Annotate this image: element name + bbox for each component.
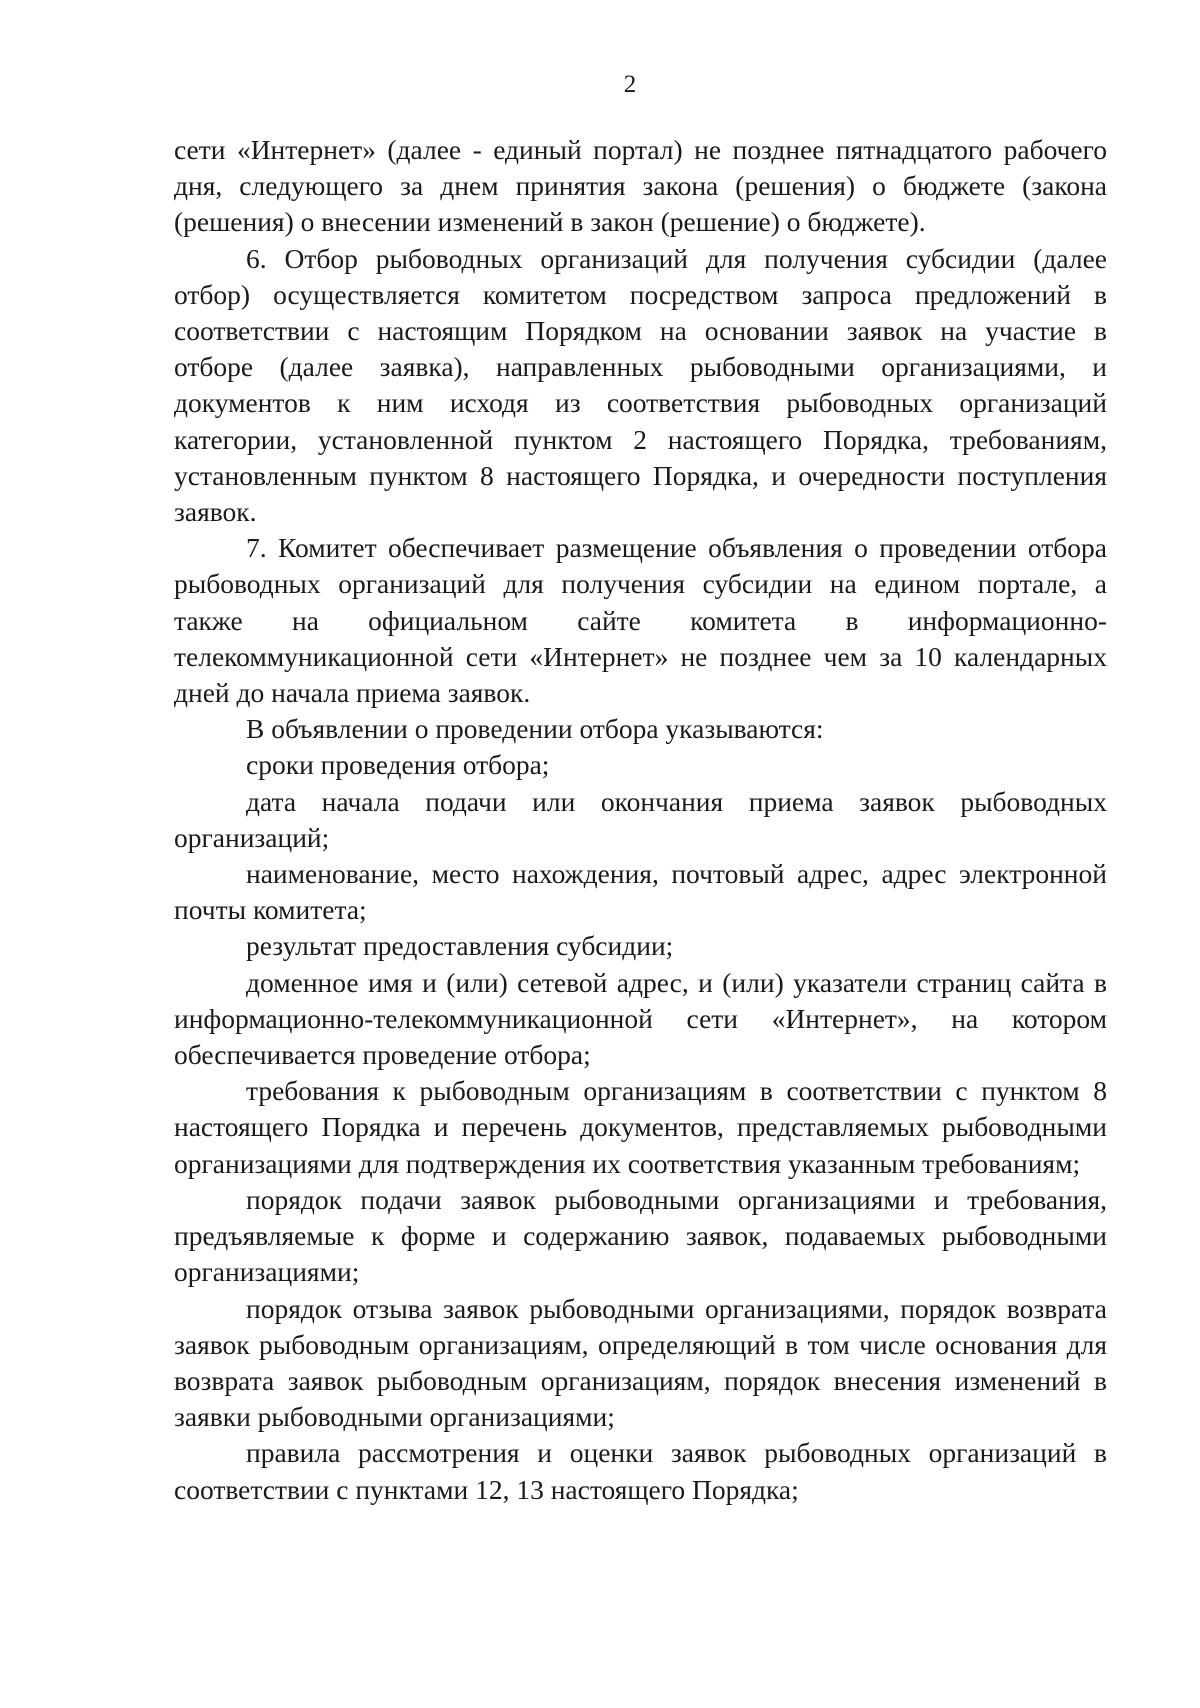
text-line: результат предоставления субсидии; <box>246 930 674 962</box>
text-line: 6. Отбор рыбоводных организаций для получения субсидии (далее <box>246 242 1107 274</box>
text-line: информационно-телекоммуникационной сети «Интернет», на котором <box>174 1002 1107 1034</box>
text-line: документов к ним исходя из соответствия рыбоводных организаций <box>174 387 1107 419</box>
text-line: порядок отзыва заявок рыбоводными организациями, порядок возврата <box>246 1292 1107 1324</box>
document-body <box>174 132 1107 1508</box>
paragraph <box>174 965 1107 1074</box>
text-line: дня, следующего за днем принятия закона (решения) о бюджете (закона <box>174 170 1107 202</box>
paragraph <box>174 711 1107 747</box>
text-line: организаций; <box>174 821 330 853</box>
paragraph <box>174 241 1107 531</box>
text-line: заявок. <box>174 496 257 528</box>
text-line: сети «Интернет» (далее - единый портал) не позднее пятнадцатого рабочего <box>174 134 1107 165</box>
paragraph <box>174 928 1107 964</box>
paragraph <box>174 784 1107 856</box>
paragraph <box>174 747 1107 783</box>
text-line: соответствии с пунктами 12, 13 настоящего Порядка; <box>174 1473 799 1505</box>
paragraph <box>174 132 1107 241</box>
text-line: наименование, место нахождения, почтовый адрес, адрес электронной <box>246 858 1107 890</box>
paragraph <box>174 1182 1107 1291</box>
text-line: предъявляемые к форме и содержанию заявок, подаваемых рыбоводными <box>174 1220 1107 1252</box>
text-line: организациями для подтверждения их соответствия указанным требованиям; <box>174 1147 1081 1179</box>
text-line: В объявлении о проведении отбора указываются: <box>246 713 824 745</box>
text-line: соответствии с настоящим Порядком на основании заявок на участие в <box>174 315 1107 347</box>
text-line: почты комитета; <box>174 894 367 926</box>
text-line: настоящего Порядка и перечень документов, представляемых рыбоводными <box>174 1111 1107 1143</box>
text-line: установленным пунктом 8 настоящего Порядка, и очередности поступления <box>174 459 1107 491</box>
text-line: отбор) осуществляется комитетом посредством запроса предложений в <box>174 278 1107 310</box>
text-line: дней до начала приема заявок. <box>174 677 531 709</box>
text-line: отборе (далее заявка), направленных рыбоводными организациями, и <box>174 351 1107 383</box>
text-line: требования к рыбоводным организациям в соответствии с пунктом 8 <box>246 1075 1107 1107</box>
text-line: организациями; <box>174 1256 360 1288</box>
text-line: порядок подачи заявок рыбоводными организациями и требования, <box>246 1183 1107 1215</box>
text-line: заявки рыбоводными организациями; <box>174 1401 615 1433</box>
text-line: обеспечивается проведение отбора; <box>174 1039 591 1071</box>
text-line: возврата заявок рыбоводным организациям, порядок внесения изменений в <box>174 1364 1107 1396</box>
paragraph <box>174 1291 1107 1436</box>
text-line: также на официальном сайте комитета в информационно- <box>174 604 1107 636</box>
paragraph <box>174 530 1107 711</box>
text-line: категории, установленной пунктом 2 настоящего Порядка, требованиям, <box>174 423 1107 455</box>
text-line: доменное имя и (или) сетевой адрес, и (или) указатели страниц сайта в <box>246 966 1107 998</box>
text-line: телекоммуникационной сети «Интернет» не позднее чем за 10 календарных <box>174 640 1107 672</box>
paragraph <box>174 1435 1107 1507</box>
text-line: (решения) о внесении изменений в закон (решение) о бюджете). <box>174 206 926 238</box>
text-line: сроки проведения отбора; <box>246 749 550 781</box>
text-line: дата начала подачи или окончания приема заявок рыбоводных <box>246 785 1107 817</box>
text-line: правила рассмотрения и оценки заявок рыбоводных организаций в <box>246 1437 1107 1469</box>
text-line: заявок рыбоводным организациям, определяющий в том числе основания для <box>174 1328 1107 1360</box>
paragraph <box>174 1073 1107 1182</box>
text-line: 7. Комитет обеспечивает размещение объявления о проведении отбора <box>246 532 1107 564</box>
paragraph <box>174 856 1107 928</box>
page-number: 2 <box>623 71 637 98</box>
text-line: рыбоводных организаций для получения субсидии на едином портале, а <box>174 568 1107 600</box>
